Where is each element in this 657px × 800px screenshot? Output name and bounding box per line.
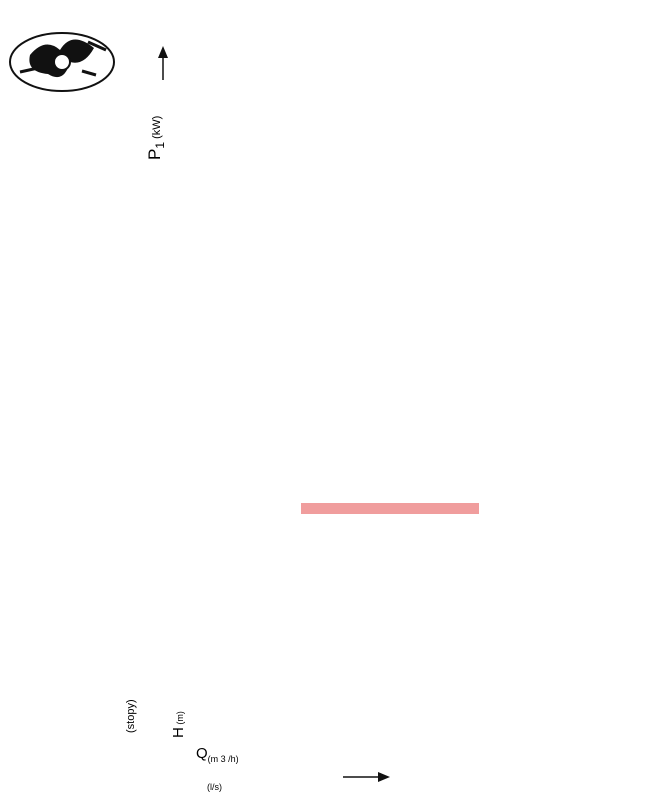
- p1-arrow: [158, 46, 168, 80]
- stopy-axis-label: (stopy): [125, 699, 137, 733]
- ls-axis-label: (l/s): [207, 782, 222, 792]
- p1-axis-label: $P_1$ $^{(kW)}$: [145, 115, 167, 160]
- pump-impeller-logo: [10, 33, 114, 91]
- flow-arrow: [343, 772, 390, 782]
- h-axis-label: H (m): [170, 711, 187, 738]
- q-axis-label: $Q_{(m 3 /h)}$: [196, 745, 239, 764]
- watermark-tagline: [301, 503, 479, 514]
